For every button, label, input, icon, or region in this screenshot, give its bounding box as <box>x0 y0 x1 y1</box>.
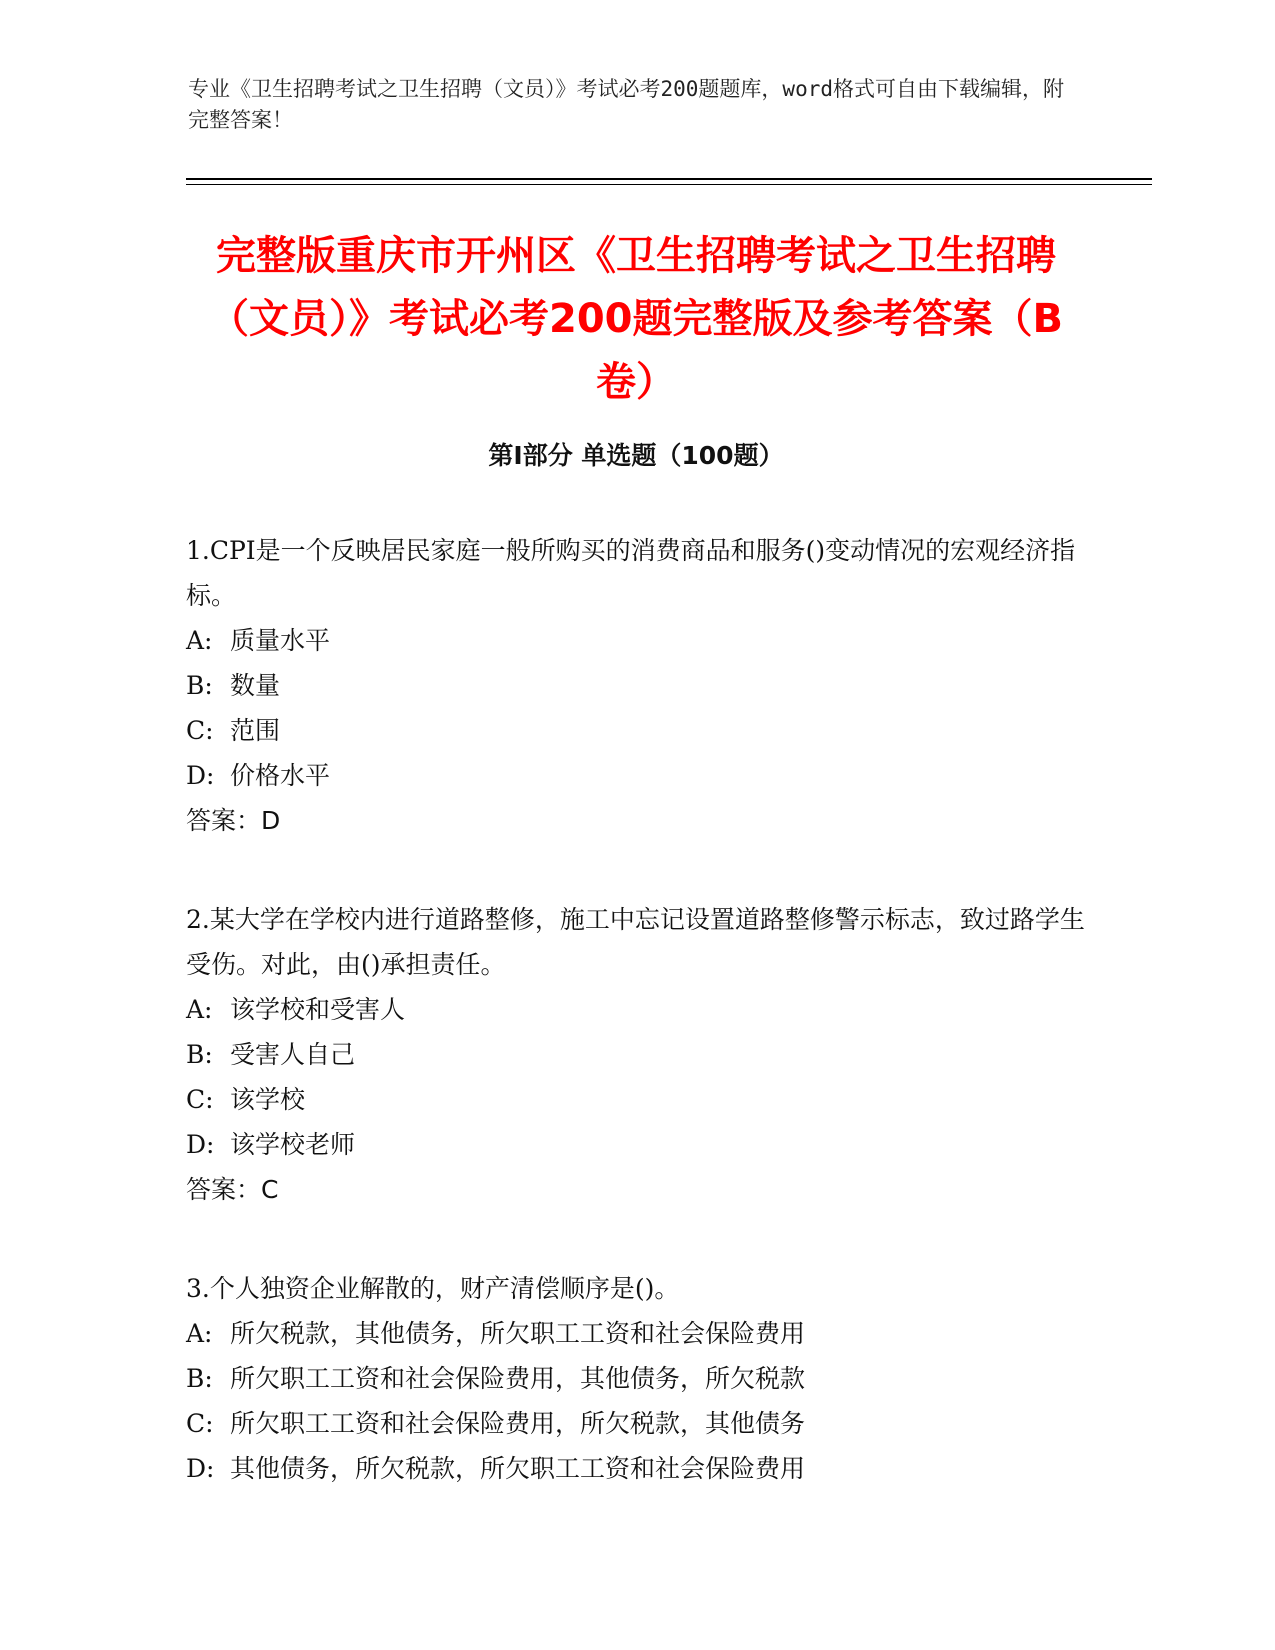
question-list <box>186 528 1086 1491</box>
option-c <box>186 708 1086 753</box>
section-heading: 第Ⅰ部分 单选题（100题） <box>488 441 784 470</box>
option-letter: B: <box>186 1040 213 1069</box>
answer-line: 答案：D <box>186 806 281 835</box>
option-b <box>186 663 1086 708</box>
option-letter: C: <box>186 1085 214 1114</box>
option-text: 范围 <box>230 716 281 745</box>
option-letter: C: <box>186 716 214 745</box>
option-letter: A: <box>186 1319 213 1348</box>
option-d <box>186 753 1086 798</box>
option-d <box>186 1446 1086 1491</box>
question-1 <box>186 528 1086 843</box>
option-letter: D: <box>186 761 215 790</box>
option-a <box>186 987 1086 1032</box>
option-text: 该学校 <box>230 1085 306 1114</box>
option-text: 受害人自己 <box>230 1040 356 1069</box>
option-text: 数量 <box>230 671 281 700</box>
option-text: 质量水平 <box>230 626 331 655</box>
option-letter: A: <box>186 995 213 1024</box>
option-a <box>186 618 1086 663</box>
option-c <box>186 1077 1086 1122</box>
option-letter: C: <box>186 1409 214 1438</box>
option-letter: B: <box>186 1364 213 1393</box>
option-text: 该学校老师 <box>230 1130 356 1159</box>
question-stem: 1.CPI是一个反映居民家庭一般所购买的消费商品和服务()变动情况的宏观经济指标。 <box>186 536 1076 610</box>
option-text: 该学校和受害人 <box>230 995 406 1024</box>
option-c <box>186 1401 1086 1446</box>
option-text: 所欠税款，其他债务，所欠职工工资和社会保险费用 <box>230 1319 806 1348</box>
question-2 <box>186 897 1086 1212</box>
header-divider <box>186 178 1152 180</box>
option-text: 所欠职工工资和社会保险费用，其他债务，所欠税款 <box>230 1364 806 1393</box>
question-3 <box>186 1266 1086 1491</box>
option-letter: D: <box>186 1454 215 1483</box>
option-b <box>186 1032 1086 1077</box>
option-d <box>186 1122 1086 1167</box>
option-text: 其他债务，所欠税款，所欠职工工资和社会保险费用 <box>230 1454 806 1483</box>
question-stem: 2.某大学在学校内进行道路整修，施工中忘记设置道路整修警示标志，致过路学生受伤。对此，由()承担责任。 <box>186 905 1085 979</box>
option-b <box>186 1356 1086 1401</box>
option-a <box>186 1311 1086 1356</box>
document-title: 完整版重庆市开州区《卫生招聘考试之卫生招聘（文员）》考试必考200题完整版及参考答案（B卷） <box>209 233 1063 405</box>
option-letter: B: <box>186 671 213 700</box>
header-note: 专业《卫生招聘考试之卫生招聘（文员）》考试必考200题题库，word格式可自由下载编辑，附完整答案！ <box>188 77 1064 132</box>
question-stem: 3.个人独资企业解散的，财产清偿顺序是()。 <box>186 1274 680 1303</box>
header-divider-thin <box>186 184 1152 185</box>
option-text: 价格水平 <box>230 761 331 790</box>
option-text: 所欠职工工资和社会保险费用，所欠税款，其他债务 <box>230 1409 806 1438</box>
option-letter: D: <box>186 1130 215 1159</box>
option-letter: A: <box>186 626 213 655</box>
answer-line: 答案：C <box>186 1175 279 1204</box>
